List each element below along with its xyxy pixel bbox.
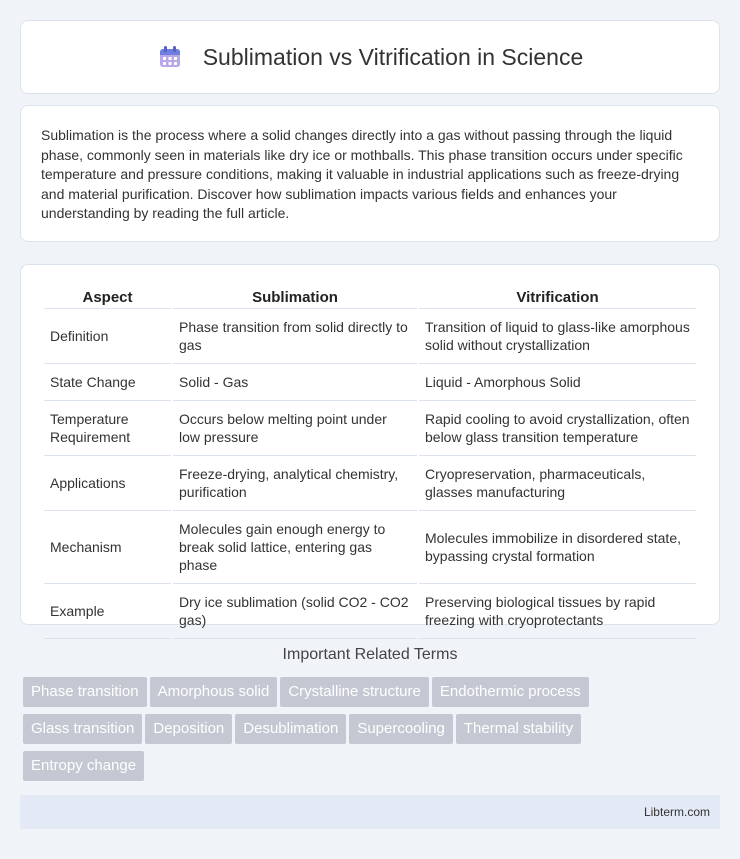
row-vitrification: Molecules immobilize in disordered state, bypassing crystal formation xyxy=(419,511,696,584)
row-vitrification: Cryopreservation, pharmaceuticals, glasses manufacturing xyxy=(419,456,696,511)
table-row xyxy=(44,456,696,511)
footer xyxy=(20,795,720,829)
row-aspect: Example xyxy=(44,584,171,639)
related-term-tag[interactable]: Desublimation xyxy=(235,714,346,744)
related-term-tag[interactable]: Crystalline structure xyxy=(280,677,429,707)
row-vitrification: Rapid cooling to avoid crystallization, often below glass transition temperature xyxy=(419,401,696,456)
header-aspect: Aspect xyxy=(44,285,171,309)
table-header-row xyxy=(44,285,696,309)
comparison-card xyxy=(20,264,720,628)
related-term-tag[interactable]: Supercooling xyxy=(349,714,453,744)
table-row xyxy=(44,401,696,456)
related-term-tag[interactable]: Phase transition xyxy=(23,677,147,707)
related-term-tag[interactable]: Deposition xyxy=(145,714,232,744)
table-row xyxy=(44,364,696,401)
title-wrap xyxy=(157,44,584,71)
row-vitrification: Preserving biological tissues by rapid freezing with cryoprotectants xyxy=(419,584,696,639)
header-vitrification: Vitrification xyxy=(419,285,696,309)
row-sublimation: Molecules gain enough energy to break solid lattice, entering gas phase xyxy=(173,511,417,584)
header-sublimation: Sublimation xyxy=(173,285,417,309)
page-title: Sublimation vs Vitrification in Science xyxy=(202,43,584,70)
intro-card xyxy=(20,105,720,242)
row-aspect: State Change xyxy=(44,364,171,401)
footer-site-link[interactable]: Libterm.com xyxy=(643,805,710,819)
related-term-tag[interactable]: Glass transition xyxy=(23,714,142,744)
row-aspect: Applications xyxy=(44,456,171,511)
related-term-tag[interactable]: Entropy change xyxy=(23,751,144,781)
row-aspect: Definition xyxy=(44,309,171,364)
related-term-tag[interactable]: Amorphous solid xyxy=(150,677,278,707)
related-terms-title: Important Related Terms xyxy=(282,646,458,663)
related-terms-list xyxy=(23,677,723,788)
related-term-tag[interactable]: Thermal stability xyxy=(456,714,581,744)
related-term-tag[interactable]: Endothermic process xyxy=(432,677,589,707)
table-row xyxy=(44,511,696,584)
row-aspect: Mechanism xyxy=(44,511,171,584)
row-vitrification: Transition of liquid to glass-like amorphous solid without crystallization xyxy=(419,309,696,364)
intro-text: Sublimation is the process where a solid changes directly into a gas without passing through the liquid phase, commonly seen in materials like dry ice or mothballs. This phase transition occurs under specific temperature and pressure conditions, making it valuable in industrial applications such as freeze-drying and material purification. Discover how sublimation impacts various fields and enhances your understanding by reading the full article. xyxy=(41,127,683,221)
table-row xyxy=(44,309,696,364)
row-vitrification: Liquid - Amorphous Solid xyxy=(419,364,696,401)
calendar-icon xyxy=(157,44,183,70)
row-sublimation: Freeze-drying, analytical chemistry, purification xyxy=(173,456,417,511)
row-sublimation: Occurs below melting point under low pressure xyxy=(173,401,417,456)
table-row xyxy=(44,584,696,639)
row-sublimation: Phase transition from solid directly to gas xyxy=(173,309,417,364)
row-sublimation: Dry ice sublimation (solid CO2 - CO2 gas) xyxy=(173,584,417,639)
row-aspect: Temperature Requirement xyxy=(44,401,171,456)
comparison-table xyxy=(42,285,698,639)
header-card xyxy=(20,20,720,94)
row-sublimation: Solid - Gas xyxy=(173,364,417,401)
